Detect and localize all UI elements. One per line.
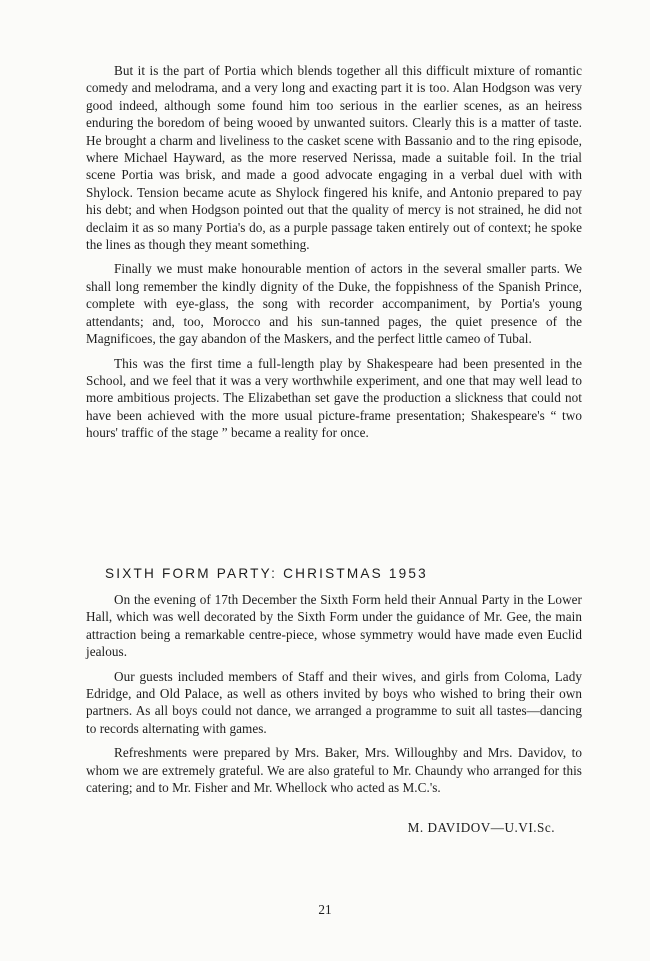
paragraph-portia: But it is the part of Portia which blends together all this difficult mixture of romantic comedy and melodrama, and a very long and exacting part it is too. Alan Hodgson was very good indeed, although some found him too serious in the earlier scenes, as an heiress enduring the boredom of being wooed by unwanted suitors. Clearly this is a matter of taste. He brought a charm and liveliness to the casket scene with Bassanio and to the ring episode, where Michael Hayward, as the more reserved Nerissa, made a suitable foil. In the trial scene Portia was brisk, and made a good advocate engaging in a verbal duel with with Shylock. Tension became acute as Shylock fingered his knife, and Antonio prepared to pay his debt; and when Hodgson pointed out that the quality of mercy is not strained, he did not declaim it as so many Portia's do, as a purple passage taken entirely out of context; he spoke the lines as though they meant something. [86,63,582,253]
article-continuation [86,62,582,442]
paragraph-guests: Our guests included members of Staff and their wives, and girls from Coloma, Lady Edridge, and Old Palace, as well as others invited by boys who wished to bring their own partners. As all boys could not dance, we arranged a programme to suit all tastes—dancing to records alternating with games. [86,668,582,736]
paragraph-first-full-length-play: This was the first time a full-length play by Shakespeare had been presented in the School, and we feel that it was a very worthwhile experiment, and one that may well lead to more ambitious projects. The Elizabethan set gave the production a slickness that could not have been achieved with the more usual picture-frame presentation; Shakespeare's “ two hours' traffic of the stage ” became a reality for once. [86,355,582,441]
author-signature: M. DAVIDOV—U.VI.Sc. [407,820,555,835]
paragraph-party-evening: On the evening of 17th December the Sixth Form held their Annual Party in the Lower Hall, which was well decorated by the Sixth Form under the guidance of Mr. Gee, the main attraction being a remarkable centre-piece, whose symmetry would have made even Euclid jealous. [86,592,582,660]
paragraph-refreshments: Refreshments were prepared by Mrs. Baker, Mrs. Willoughby and Mrs. Davidov, to whom we are extremely grateful. We are also grateful to Mr. Chaundy who arranged for this catering; and to Mr. Fisher and Mr. Whellock who acted as M.C.'s. [86,745,582,796]
sixth-form-party-article [86,591,582,796]
section-heading: SIXTH FORM PARTY: CHRISTMAS 1953 [105,566,428,581]
page-number: 21 [318,902,332,917]
paragraph-smaller-parts: Finally we must make honourable mention of actors in the several smaller parts. We shall long remember the kindly dignity of the Duke, the foppishness of the Spanish Prince, complete with eye-glass, the song with recorder accompaniment, by Portia's young attendants; and, too, Morocco and his sun-tanned pages, the quiet presence of the Magnificoes, the gay abandon of the Maskers, and the perfect little cameo of Tubal. [86,261,582,347]
